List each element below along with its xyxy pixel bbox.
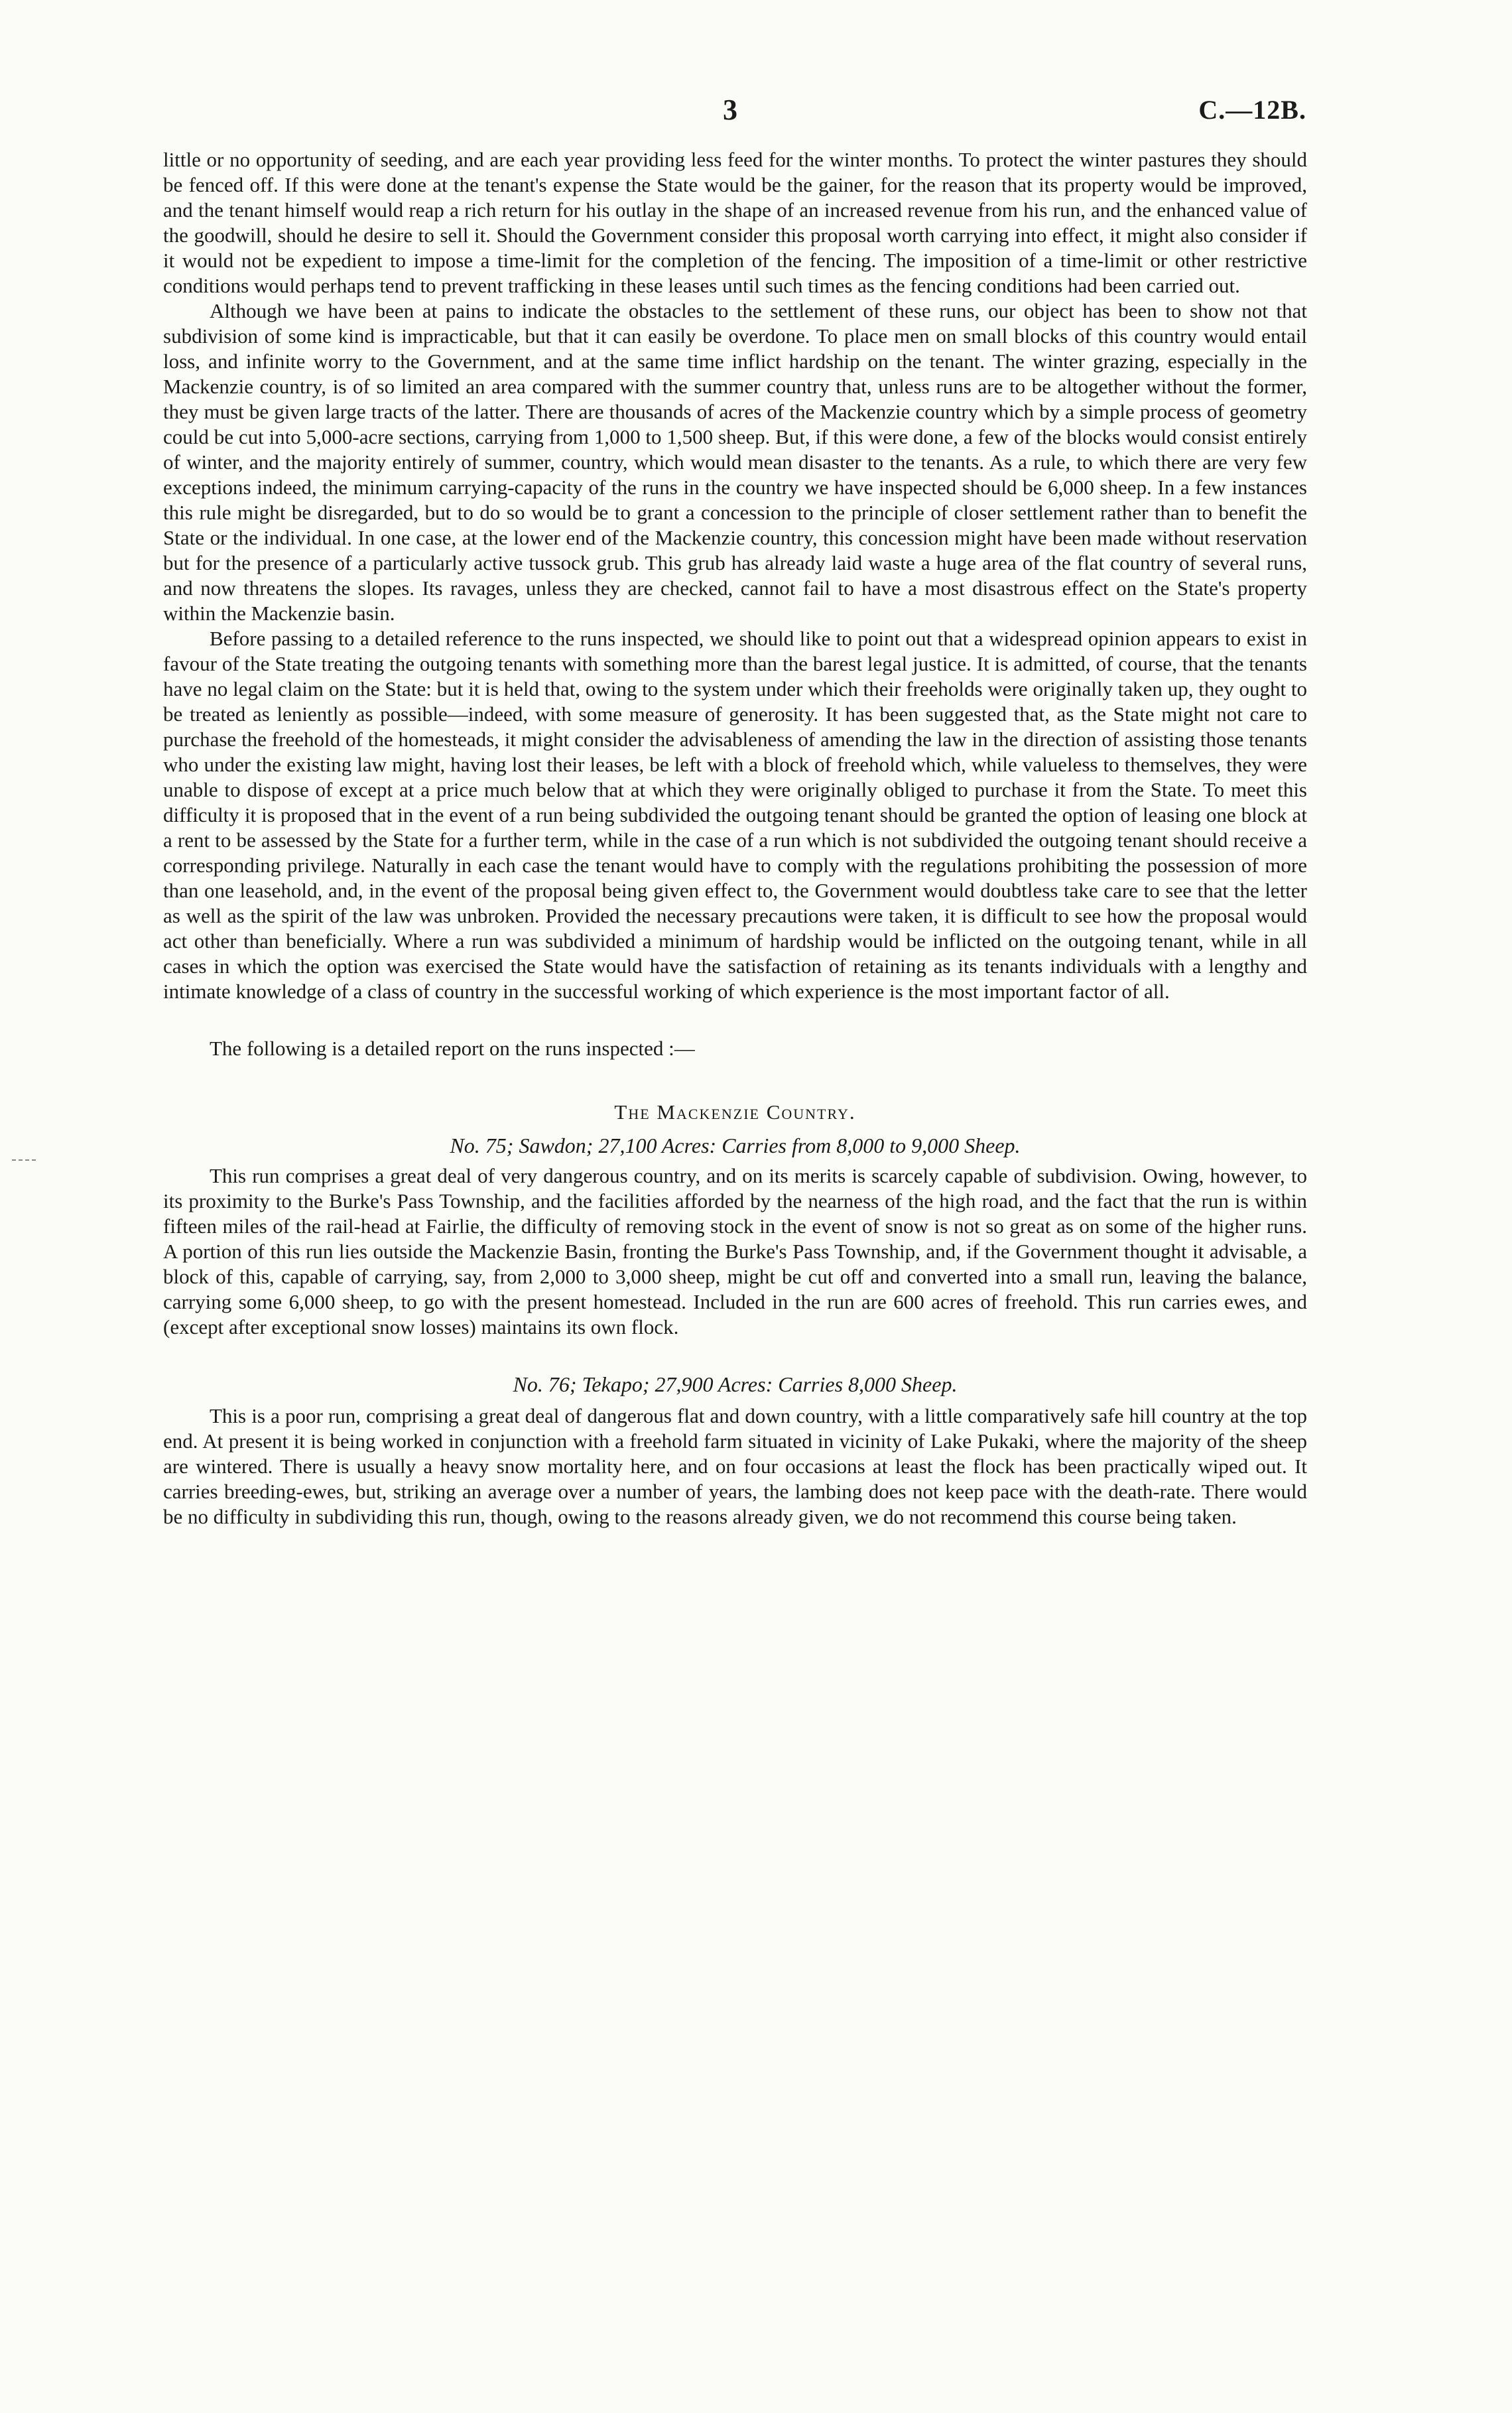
margin-mark	[12, 1159, 36, 1161]
document-body	[163, 147, 1307, 1530]
run-text-tekapo: This is a poor run, comprising a great deal of dangerous flat and down country, with a little comparatively safe hill country at the top end. At present it is being worked in conjunction with a freehold farm situated in vicinity of Lake Pukaki, where the majority of the sheep are wintered. There is usually a heavy snow mortality here, and on four occasions at least the flock has been practically wiped out. It carries breeding-ewes, but, striking an average over a number of years, the lambing does not keep pace with the death-rate. There would be no difficulty in subdividing this run, though, owing to the reasons already given, we do not recommend this course being taken.	[163, 1404, 1307, 1528]
run-heading-sawdon: No. 75; Sawdon; 27,100 Acres: Carries from 8,000 to 9,000 Sheep.	[450, 1134, 1021, 1157]
run-text-sawdon: This run comprises a great deal of very dangerous country, and on its merits is scarcely capable of subdivision. Owing, however, to its proximity to the Burke's Pass Township, and the facilities afforded by the nearness of the high road, and the fact that the run is within fifteen miles of the rail-head at Fairlie, the difficulty of removing stock in the event of snow is not so great as on some of the higher runs. A portion of this run lies outside the Mackenzie Basin, fronting the Burke's Pass Township, and, if the Government thought it advisable, a block of this, capable of carrying, say, from 2,000 to 3,000 sheep, might be cut off and converted into a small run, leaving the balance, carrying some 6,000 sheep, to go with the present homestead. Included in the run are 600 acres of freehold. This run carries ewes, and (except after exceptional snow losses) maintains its own flock.	[163, 1164, 1307, 1338]
run-heading-tekapo: No. 76; Tekapo; 27,900 Acres: Carries 8,000 Sheep.	[513, 1372, 958, 1396]
paragraph-obstacles: Although we have been at pains to indicate the obstacles to the settlement of these runs, our object has been to show not that subdivision of some kind is impracticable, but that it can easily be overdone. To place men on small blocks of this country would entail loss, and infinite worry to the Government, and at the same time inflict hardship on the tenant. The winter grazing, especially in the Mackenzie country, is of so limited an area compared with the summer country that, unless runs are to be altogether without the former, they must be given large tracts of the latter. There are thousands of acres of the Mackenzie country which by a simple process of geometry could be cut into 5,000-acre sections, carrying from 1,000 to 1,500 sheep. But, if this were done, a few of the blocks would consist entirely of winter, and the majority entirely of summer, country, which would mean disaster to the tenants. As a rule, to which there are very few exceptions indeed, the minimum carrying-capacity of the runs in the country we have inspected should be 6,000 sheep. In a few instances this rule might be disregarded, but to do so would be to grant a concession to the principle of closer settlement rather than to benefit the State or the individual. In one case, at the lower end of the Mackenzie country, this concession might have been made without reservation but for the presence of a particularly active tussock grub. This grub has already laid waste a huge area of the flat country of several runs, and now threatens the slopes. Its ravages, unless they are checked, cannot fail to have a most disastrous effect on the State's property within the Mackenzie basin.	[163, 299, 1307, 625]
paragraph-continuation: little or no opportunity of seeding, and are each year providing less feed for the winter months. To protect the winter pastures they should be fenced off. If this were done at the tenant's expense the State would be the gainer, for the reason that its property would be improved, and the tenant himself would reap a rich return for his outlay in the shape of an increased revenue from his run, and the enhanced value of the goodwill, should he desire to sell it. Should the Government consider this proposal worth carrying into effect, it might also consider if it would not be expedient to impose a time-limit for the completion of the fencing. The imposition of a time-limit or other restrictive conditions would perhaps tend to prevent trafficking in these leases until such times as the fencing conditions had been carried out.	[163, 148, 1307, 297]
report-intro: The following is a detailed report on the runs inspected :—	[210, 1037, 695, 1060]
document-reference: C.—12B.	[1198, 95, 1306, 125]
page-header	[0, 93, 1512, 133]
section-heading: The Mackenzie Country.	[614, 1100, 856, 1124]
page-number: 3	[723, 94, 737, 126]
paragraph-outgoing-tenants: Before passing to a detailed reference to the runs inspected, we should like to point out that a widespread opinion appears to exist in favour of the State treating the outgoing tenants with something more than the barest legal justice. It is admitted, of course, that the tenants have no legal claim on the State: but it is held that, owing to the system under which their freeholds were originally taken up, they ought to be treated as leniently as possible—indeed, with some measure of generosity. It has been suggested that, as the State might not care to purchase the freehold of the homesteads, it might consider the advisableness of amending the law in the direction of assisting those tenants who under the existing law might, having lost their leases, be left with a block of freehold which, while valueless to themselves, they were unable to dispose of except at a price much below that at which they were originally obliged to purchase it from the State. To meet this difficulty it is proposed that in the event of a run being subdivided the outgoing tenant should be granted the option of leasing one block at a rent to be assessed by the State for a further term, while in the case of a run which is not subdivided the outgoing tenant should receive a corresponding privilege. Naturally in each case the tenant would have to comply with the regulations prohibiting the possession of more than one leasehold, and, in the event of the proposal being given effect to, the Government would doubtless take care to see that the letter as well as the spirit of the law was unbroken. Provided the necessary precautions were taken, it is difficult to see how the proposal would act other than beneficially. Where a run was subdivided a minimum of hardship would be inflicted on the outgoing tenant, while in all cases in which the option was exercised the State would have the satisfaction of retaining as its tenants individuals with a lengthy and intimate knowledge of a class of country in the successful working of which experience is the most important factor of all.	[163, 627, 1307, 1003]
